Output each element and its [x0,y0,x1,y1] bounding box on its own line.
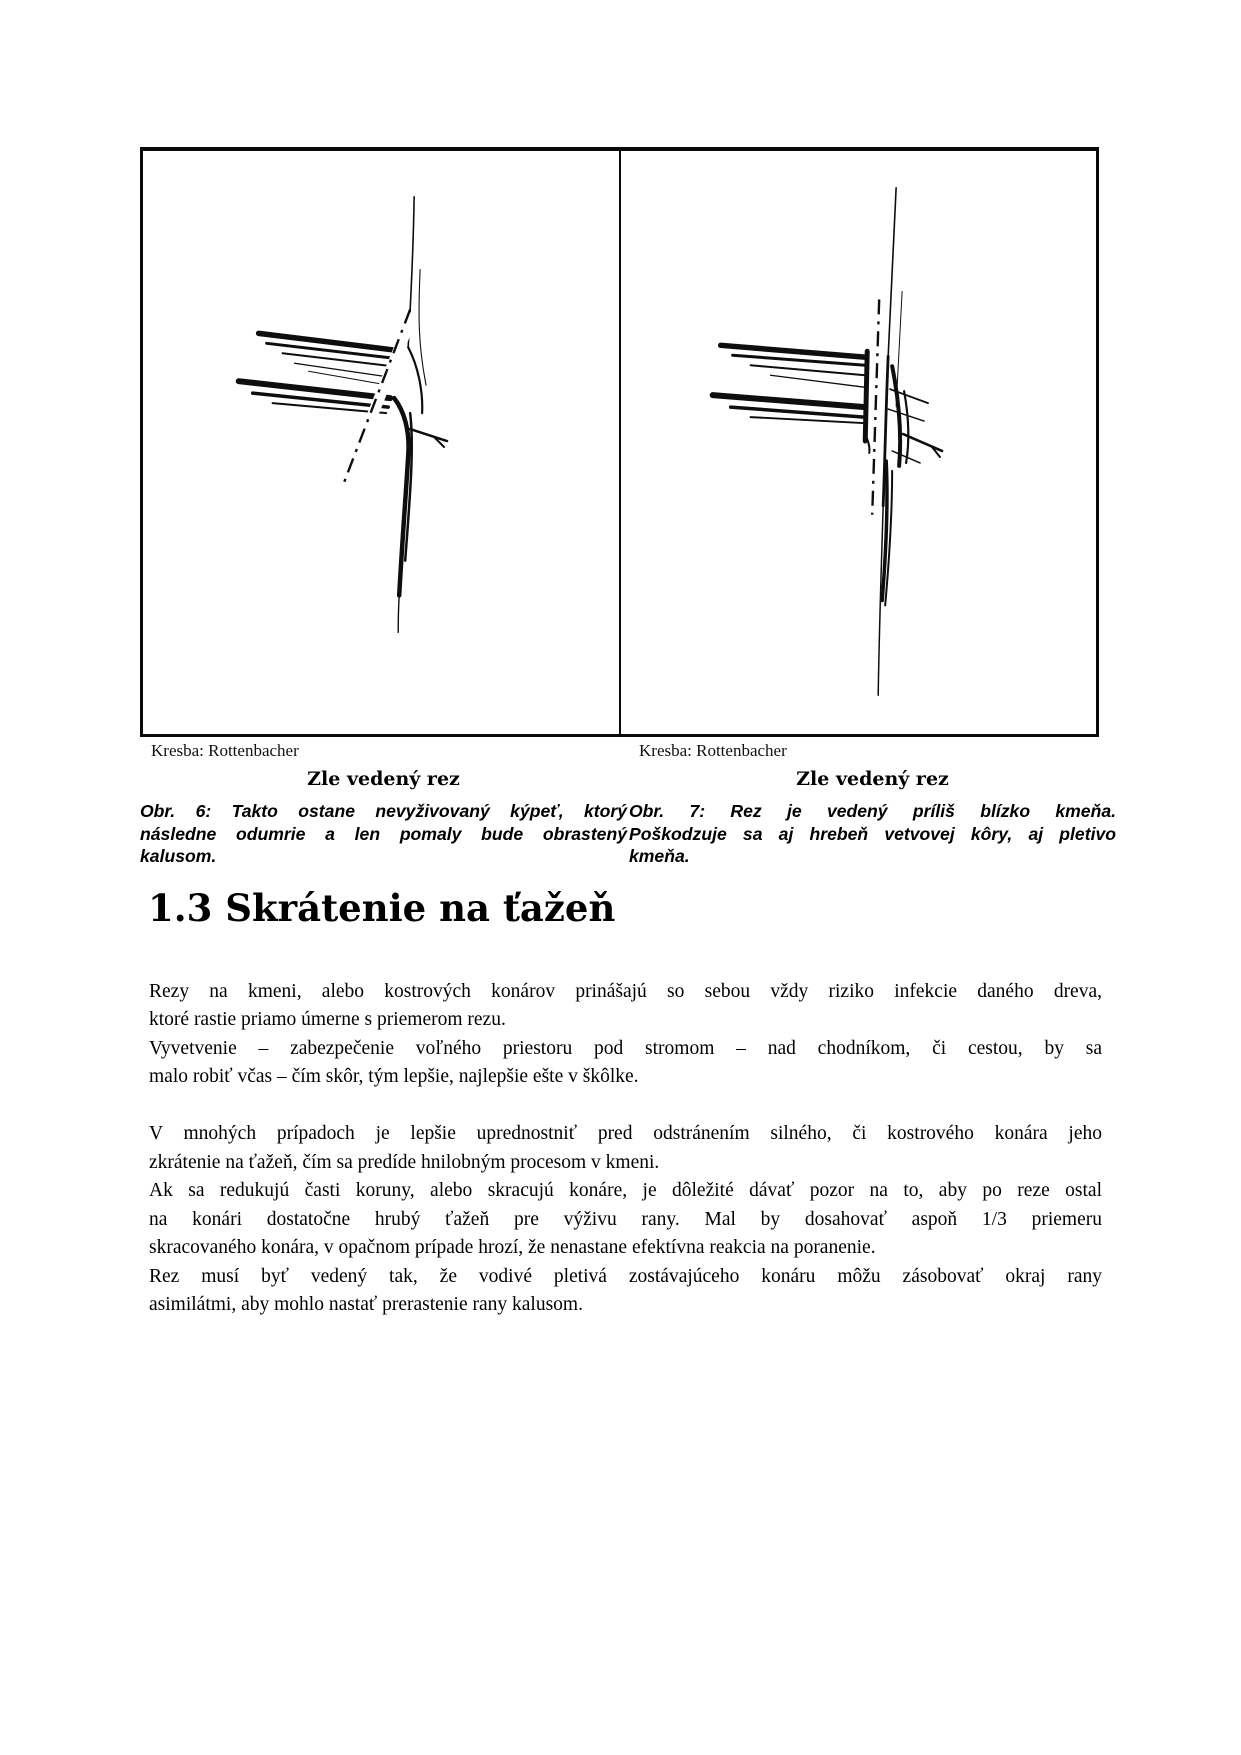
body-line: Rezy na kmeni, alebo kostrových konárov prinášajú so sebou vždy riziko infekcie daného dreva, [149,981,1102,1002]
figure-7-drawing [621,151,1097,734]
figure-7-panel [619,151,1097,734]
figure-6-credit: Kresba: Rottenbacher [151,741,299,760]
figure-7-caption-line: kmeňa. [629,846,690,867]
figure-6-caption [140,800,627,868]
figure-7-caption [629,800,1116,868]
paragraph [149,1177,1102,1262]
figure-7-caption-line: Poškodzuje sa aj hrebeň vetvovej kôry, aj pletivo [629,823,1116,844]
figure-6-text-block [140,767,627,868]
figure-6-caption-line: kalusom. [140,846,217,867]
body-line: Vyvetvenie – zabezpečenie voľného priestoru pod stromom – nad chodníkom, či cestou, by sa [149,1037,1102,1059]
body-line: Ak sa redukujú časti koruny, alebo skracujú konáre, je dôležité dávať pozor na to, aby po reze ostal [149,1180,1102,1202]
section-heading: 1.3 Skrátenie na ťažeň [148,886,616,930]
figure-frame [140,147,1099,737]
figure-7-text-block [629,767,1116,868]
figure-7-caption-line: Obr. 7: Rez je vedený príliš blízko kmeňa. [629,801,1116,821]
body-line: asimilátmi, aby mohlo nastať prerastenie rany kalusom. [149,1293,583,1315]
paragraph [149,978,1102,1035]
body-text [149,978,1102,1319]
figure-6-caption-line: Obr. 6: Takto ostane nevyživovaný kýpeť, ktorý [140,801,627,821]
figure-6-panel [143,151,619,734]
figure-6-title: Zle vedený rez [307,768,460,790]
paragraph [149,1035,1102,1092]
body-line: V mnohých prípadoch je lepšie uprednostniť pred odstránením silného, či kostrového konára jeho [149,1123,1102,1145]
paragraph [149,1120,1102,1177]
paragraph [149,1263,1102,1320]
body-line: skracovaného konára, v opačnom prípade hrozí, že nenastane efektívna reakcia na poranenie. [149,1237,876,1259]
body-line: na konári dostatočne hrubý ťažeň pre výživu rany. Mal by dosahovať aspoň 1/3 priemeru [149,1208,1102,1230]
body-line: malo robiť včas – čím skôr, tým lepšie, najlepšie ešte v škôlke. [149,1066,639,1088]
figure-7-credit: Kresba: Rottenbacher [639,741,787,760]
figure-6-caption-line: následne odumrie a len pomaly bude obrastený [140,823,627,844]
body-line: Rez musí byť vedený tak, že vodivé pletivá zostávajúceho konáru môžu zásobovať okraj rany [149,1265,1102,1287]
body-line: ktoré rastie priamo úmerne s priemerom rezu. [149,1009,506,1031]
figure-6-drawing [143,151,619,734]
figure-7-title: Zle vedený rez [796,768,949,790]
body-line: zkrátenie na ťažeň, čím sa predíde hnilobným procesom v kmeni. [149,1151,660,1173]
